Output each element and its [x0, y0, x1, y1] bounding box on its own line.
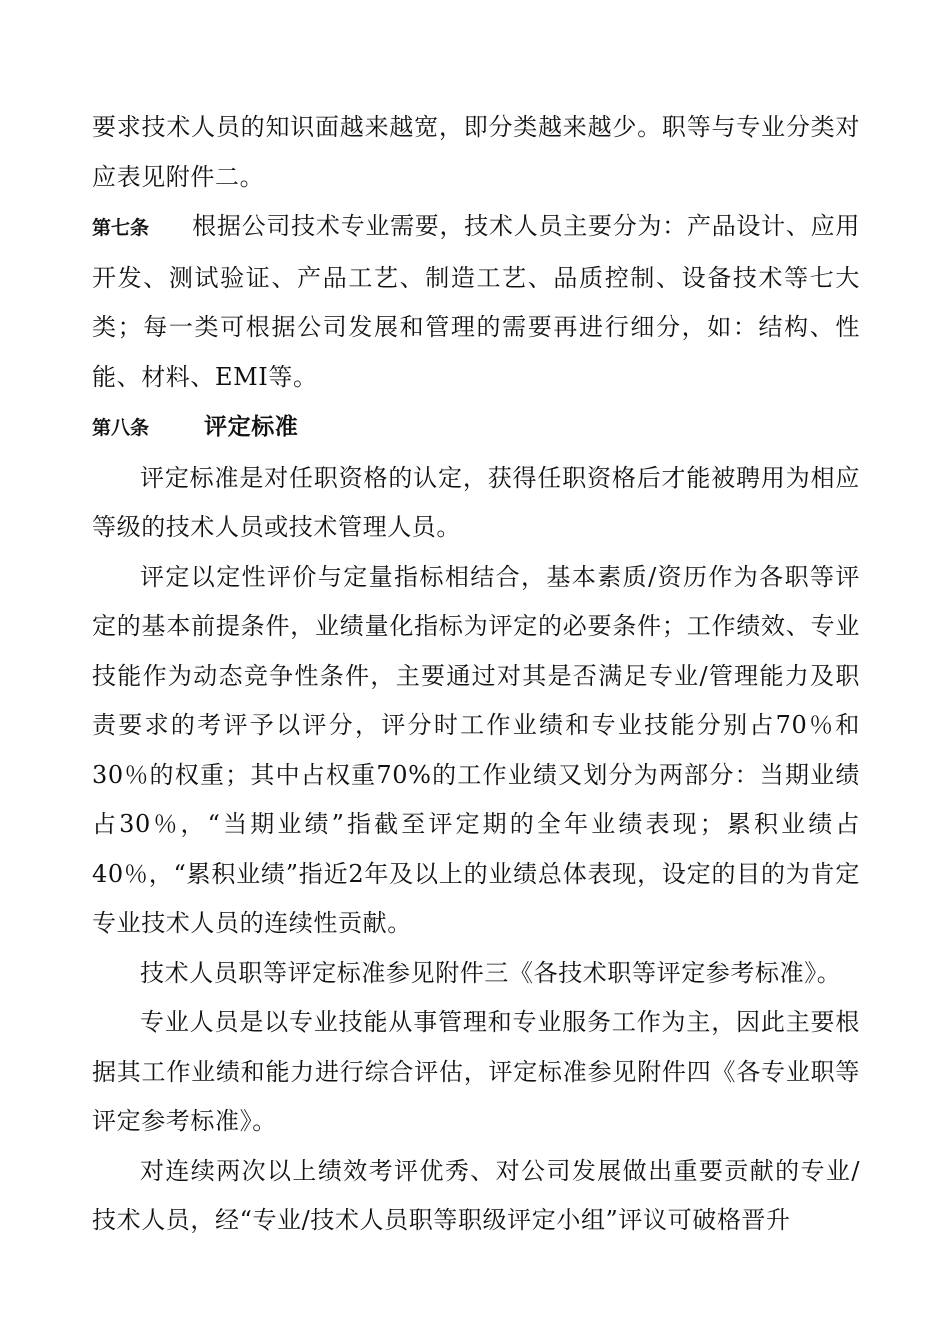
- article-8-heading: [92, 402, 860, 454]
- document-body: [92, 103, 860, 1246]
- article-8-label: 第八条: [92, 417, 150, 439]
- article-8-title: 评定标准: [204, 414, 299, 440]
- article-7-text: 根据公司技术专业需要，技术人员主要分为：产品设计、应用开发、测试验证、产品工艺、制造工艺、品质控制、设备技术等七大类；每一类可根据公司发展和管理的需要再进行细分，如：结构、性能、材料、EMI等。: [92, 212, 860, 391]
- paragraph-professional-reference: 专业人员是以专业技能从事管理和专业服务工作为主，因此主要根据其工作业绩和能力进行综合评估，评定标准参见附件四《各专业职等评定参考标准》。: [92, 1008, 860, 1135]
- paragraph-technical-reference: 技术人员职等评定标准参见附件三《各技术职等评定参考标准》。: [140, 958, 842, 987]
- paragraph-standard-definition: 评定标准是对任职资格的认定，获得任职资格后才能被聘用为相应等级的技术人员或技术管理人员。: [92, 463, 860, 541]
- article-7-label: 第七条: [92, 217, 150, 239]
- paragraph-classification: 要求技术人员的知识面越来越宽，即分类越来越少。职等与专业分类对应表见附件二。: [92, 113, 860, 191]
- paragraph-exceptional-promotion: 对连续两次以上绩效考评优秀、对公司发展做出重要贡献的专业/技术人员，经“专业/技术人员职等职级评定小组”评议可破格晋升: [92, 1156, 860, 1234]
- article-7: [92, 202, 860, 402]
- paragraph-evaluation-method: 评定以定性评价与定量指标相结合，基本素质/资历作为各职等评定的基本前提条件，业绩量化指标为评定的必要条件；工作绩效、专业技能作为动态竞争性条件，主要通过对其是否满足专业/管理能力及职责要求的考评予以评分，评分时工作业绩和专业技能分别占70％和30％的权重；其中占权重70%的工作业绩又划分为两部分：当期业绩占30％，“当期业绩”指截至评定期的全年业绩表现；累积业绩占40％，“累积业绩”指近2年及以上的业绩总体表现，设定的目的为肯定专业技术人员的连续性贡献。: [92, 562, 860, 937]
